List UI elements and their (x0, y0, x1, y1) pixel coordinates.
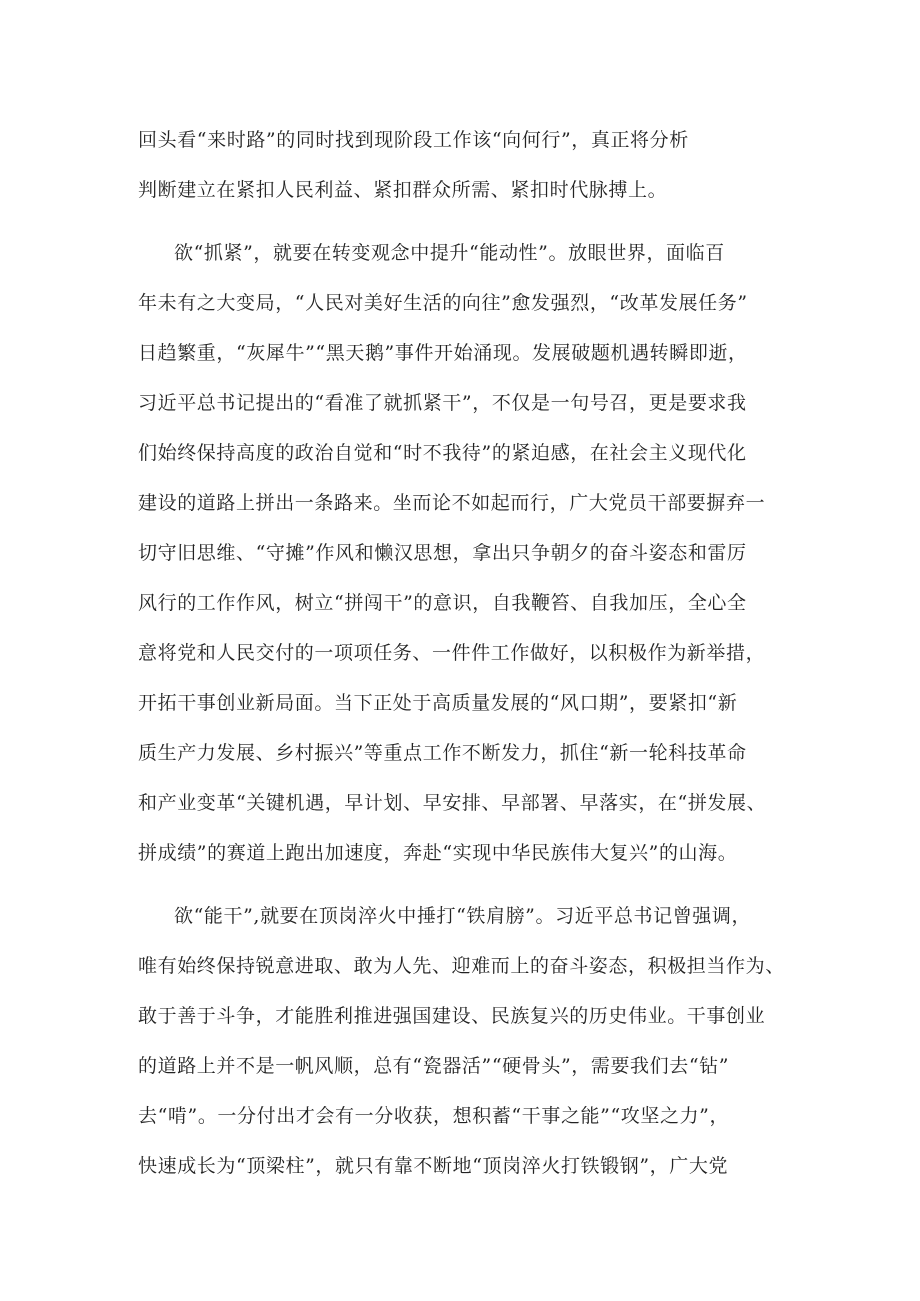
paragraph-2-line-1: 欲“抓紧”，就要在转变观念中提升“能动性”。放眼世界，面临百 (174, 242, 725, 264)
paragraph-3-line-1: 欲“能干”,就要在顶岗淬火中捶打“铁肩膀”。习近平总书记曾强调， (174, 905, 752, 927)
paragraph-2-line-9: 意将党和人民交付的一项项任务、一件件工作做好，以积极作为新举措， (138, 642, 766, 664)
paragraph-2-line-5: 们始终保持高度的政治自觉和“时不我待”的紧迫感，在社会主义现代化 (138, 442, 747, 464)
paragraph-1-line-2: 判断建立在紧扣人民利益、紧扣群众所需、紧扣时代脉搏上。 (138, 179, 668, 201)
paragraph-2-line-6: 建设的道路上拼出一条路来。坐而论不如起而行，广大党员干部要摒弃一 (138, 492, 766, 514)
paragraph-3-line-5: 去“啃”。一分付出才会有一分收获，想积蓄“干事之能”“攻坚之力”， (138, 1105, 730, 1127)
paragraph-3-line-2: 唯有始终保持锐意进取、敢为人先、迎难而上的奋斗姿态，积极担当作为、 (138, 955, 785, 977)
paragraph-2-line-8: 风行的工作作风，树立“拼闯干”的意识，自我鞭笞、自我加压，全心全 (138, 592, 747, 614)
paragraph-2-line-4: 习近平总书记提出的“看准了就抓紧干”，不仅是一句号召，更是要求我 (138, 392, 747, 414)
paragraph-2-line-12: 和产业变革“关键机遇，早计划、早安排、早部署、早落实，在“拼发展、 (138, 792, 767, 814)
paragraph-3-line-3: 敢于善于斗争，才能胜利推进强国建设、民族复兴的历史伟业。干事创业 (138, 1005, 766, 1027)
paragraph-1-line-1: 回头看“来时路”的同时找到现阶段工作该“向何行”，真正将分析 (138, 129, 689, 151)
paragraph-2-line-3: 日趋繁重，“灰犀牛”“黑天鹅”事件开始涌现。发展破题机遇转瞬即逝， (138, 342, 748, 364)
paragraph-2-line-10: 开拓干事创业新局面。当下正处于高质量发展的“风口期”，要紧扣“新 (138, 692, 738, 714)
paragraph-2-line-13: 拼成绩”的赛道上跑出加速度，奔赴“实现中华民族伟大复兴”的山海。 (138, 842, 738, 864)
paragraph-2-line-2: 年未有之大变局，“人民对美好生活的向往”愈发强烈，“改革发展任务” (138, 292, 748, 314)
paragraph-3-line-4: 的道路上并不是一帆风顺，总有“瓷器活”“硬骨头”，需要我们去“钻” (138, 1055, 730, 1077)
paragraph-3-line-6: 快速成长为“顶梁柱”，就只有靠不断地“顶岗淬火打铁锻钢”，广大党 (138, 1155, 729, 1177)
paragraph-2-line-11: 质生产力发展、乡村振兴”等重点工作不断发力，抓住“新一轮科技革命 (138, 742, 747, 764)
paragraph-2-line-7: 切守旧思维、“守摊”作风和懒汉思想，拿出只争朝夕的奋斗姿态和雷厉 (138, 542, 747, 564)
